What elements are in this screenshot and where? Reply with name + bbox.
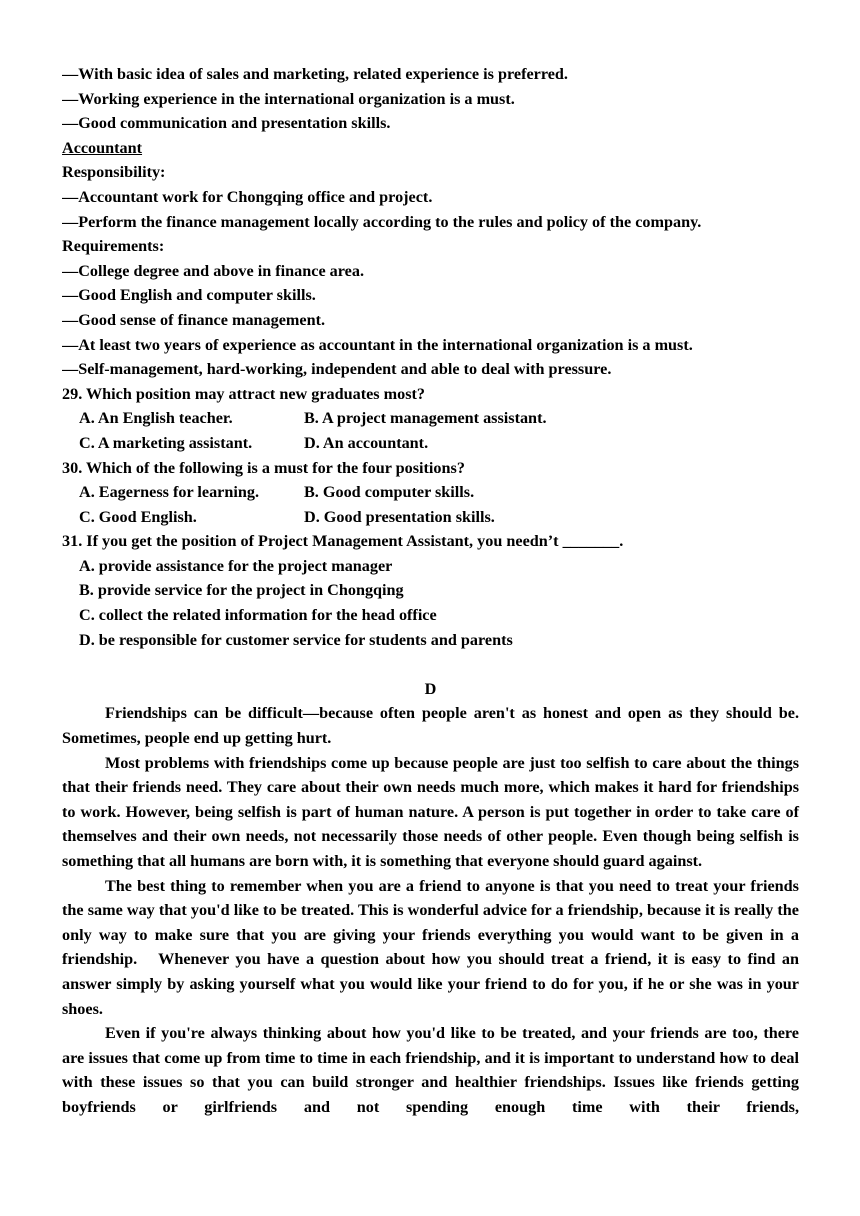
option-b: B. provide service for the project in Chongqing — [79, 581, 404, 600]
responsibility-line: —Perform the finance management locally according to the rules and policy of the company. — [62, 212, 702, 231]
option-d: D. An accountant. — [304, 433, 429, 452]
option-c: C. A marketing assistant. — [79, 433, 253, 452]
position-title-accountant — [62, 136, 799, 161]
option-a: A. An English teacher. — [79, 409, 233, 428]
question-29-stem: 29. Which position may attract new graduates most? — [62, 384, 426, 403]
requirements-heading: Requirements: — [62, 237, 165, 256]
question-31-stem: 31. If you get the position of Project Management Assistant, you needn’t _______. — [62, 532, 624, 551]
option-d: D. Good presentation skills. — [304, 507, 495, 526]
requirement-line: —Good English and computer skills. — [62, 286, 316, 305]
requirement-line: —With basic idea of sales and marketing, related experience is preferred. — [62, 65, 568, 83]
requirement-line: —Good sense of finance management. — [62, 310, 326, 329]
question-29-options-row-1 — [62, 406, 799, 431]
passage-paragraph: Most problems with friendships come up because people are just too selfish to care about the things that their friends need. They care about their own needs much more, which makes it hard for friendships to work. However, being selfish is part of human nature. A person is put together in order to take care of themselves and their own needs, not necessarily those needs of other people. Even though being selfish is something that all humans are born with, it is something that everyone should guard against. — [62, 753, 799, 870]
requirement-line: —Working experience in the international organization is a must. — [62, 89, 515, 108]
responsibility-heading: Responsibility: — [62, 163, 166, 182]
requirement-line: —College degree and above in finance area. — [62, 261, 364, 280]
section-spacer — [62, 652, 799, 677]
question-30-stem: 30. Which of the following is a must for the four positions? — [62, 458, 465, 477]
option-c: C. collect the related information for the head office — [79, 606, 437, 625]
option-b: B. A project management assistant. — [304, 409, 547, 428]
option-c: C. Good English. — [79, 507, 197, 526]
requirement-line: —Good communication and presentation skills. — [62, 114, 391, 133]
document-page — [62, 62, 799, 1120]
option-b: B. Good computer skills. — [304, 483, 475, 502]
question-29-options-row-2 — [62, 431, 799, 456]
option-a: A. Eagerness for learning. — [79, 483, 259, 502]
requirement-line: —At least two years of experience as accountant in the international organization is a must. — [62, 335, 693, 354]
requirement-line: —Self-management, hard-working, independent and able to deal with pressure. — [62, 360, 612, 379]
option-a: A. provide assistance for the project manager — [79, 556, 393, 575]
question-30-options-row-1 — [62, 480, 799, 505]
accountant-title: Accountant — [62, 138, 143, 157]
passage-paragraph: Even if you're always thinking about how you'd like to be treated, and your friends are too, there are issues that come up from time to time in each friendship, and it is important to understand how to deal with these issues so that you can build stronger and healthier friendships. Issues like friends getting boyfriends or girlfriends and not spending enough time with their friends, — [62, 1024, 799, 1116]
question-30-options-row-2 — [62, 505, 799, 530]
responsibility-line: —Accountant work for Chongqing office and project. — [62, 187, 433, 206]
passage-paragraph: The best thing to remember when you are a friend to anyone is that you need to treat your friends the same way that you'd like to be treated. This is wonderful advice for a friendship, because it is really the only way to make sure that you are giving your friends everything you would want to be given in a friendship. Whenever you have a question about how you should treat a friend, it is easy to find an answer simply by asking yourself what you would like your friend to do for you, if he or she was in your shoes. — [62, 876, 799, 1018]
option-d: D. be responsible for customer service for students and parents — [79, 630, 513, 649]
section-d-title: D — [424, 679, 437, 698]
passage-paragraph: Friendships can be difficult—because often people aren't as honest and open as they should be. Sometimes, people end up getting hurt. — [62, 704, 799, 748]
